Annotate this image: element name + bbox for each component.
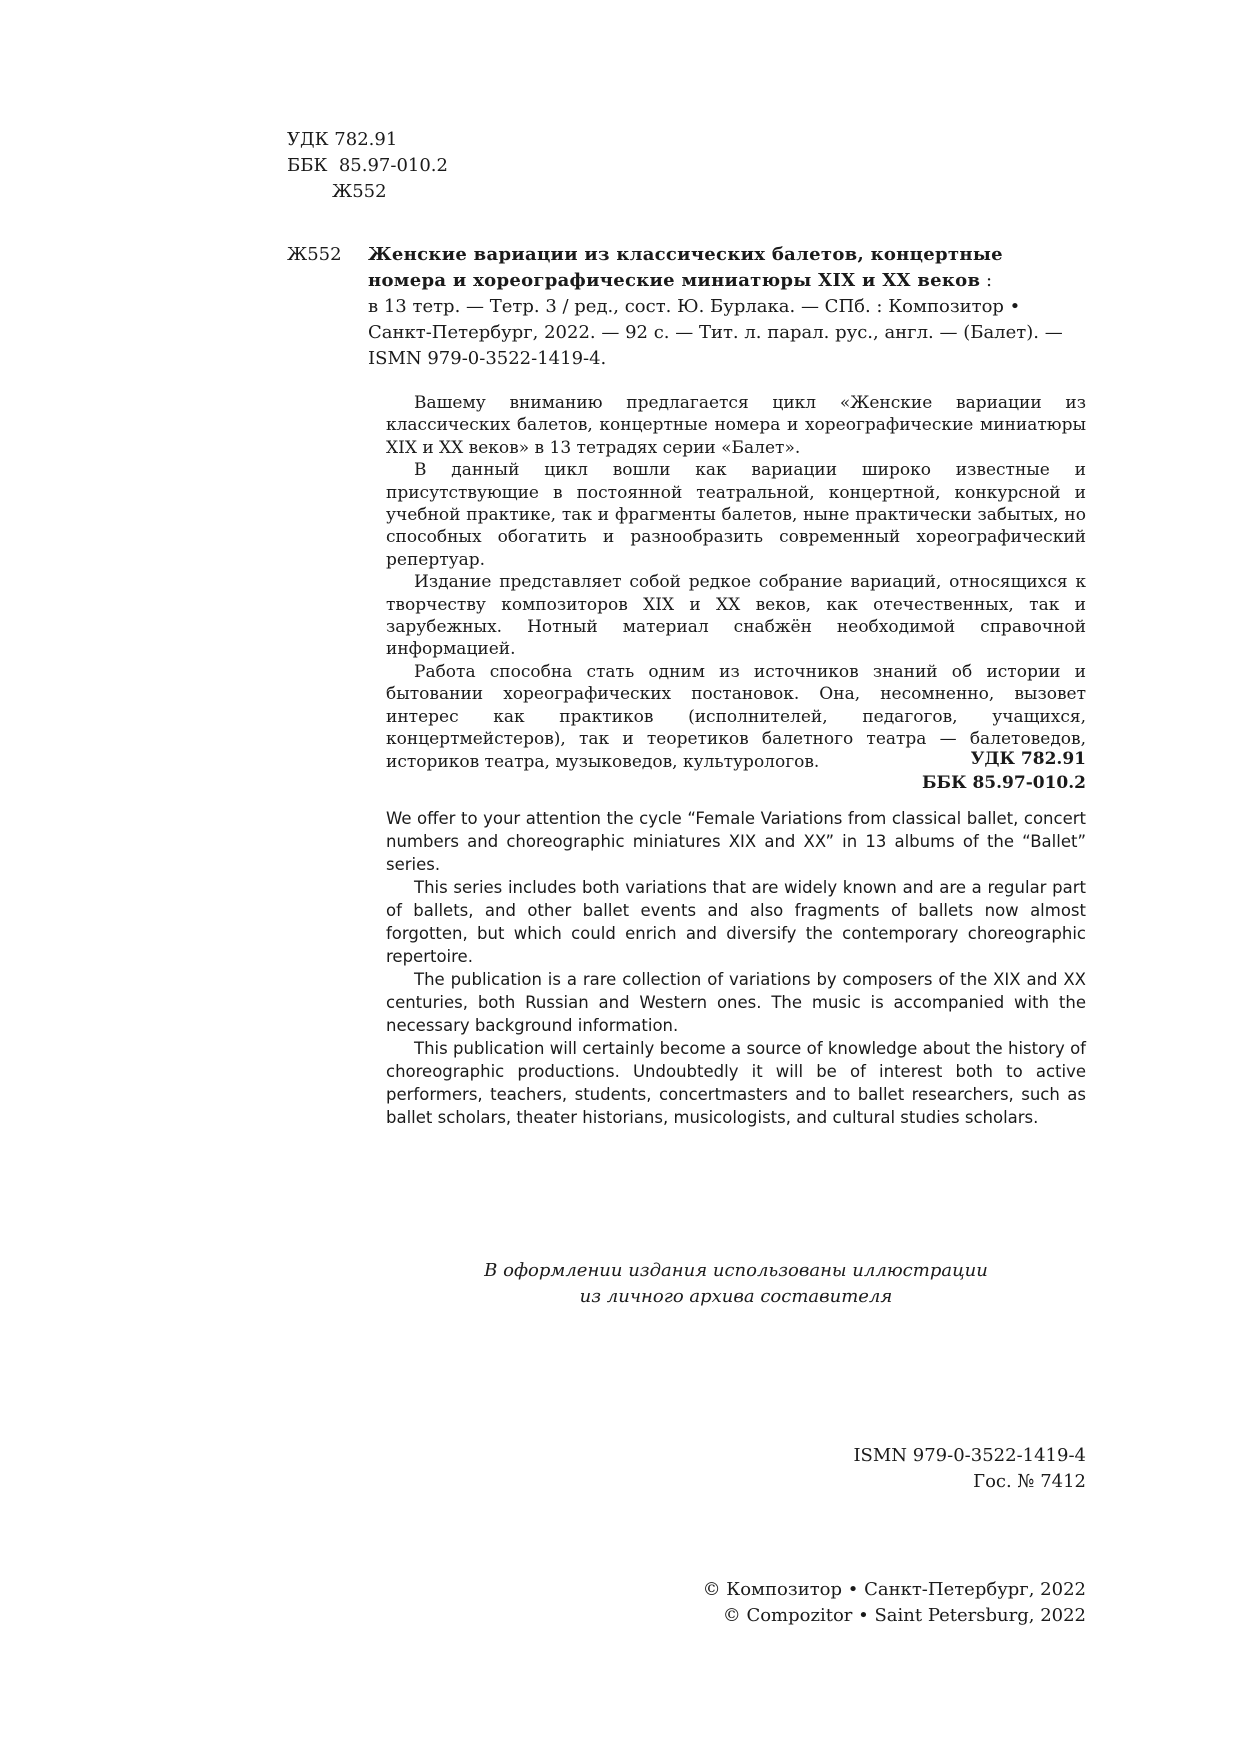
copyright-ru: © Композитор • Санкт-Петербург, 2022 (702, 1579, 1086, 1600)
bib-title-colon: : (980, 270, 993, 291)
annotation-russian (386, 392, 1086, 773)
copyright-block (600, 1577, 1086, 1629)
annotation-ru-paragraph: Вашему вниманию предлагается цикл «Женские вариации из классических балетов, концертные номера и хореографические миниатюры XIX и XX веков» в 13 тетрадях серии «Балет». (386, 393, 1086, 458)
bibliographic-record (287, 242, 1087, 372)
annotation-ru-paragraph: В данный цикл вошли как вариации широко известные и присутствующие в постоянной театральной, концертной, конкурсной и учебной практике, так и фрагменты балетов, ныне практически забытых, но способных обогатить и разнообразить современный хореографический репертуар. (386, 460, 1086, 570)
bbk-code: ББК 85.97-010.2 (287, 155, 448, 176)
bib-title (368, 242, 1087, 294)
udk-code: УДК 782.91 (287, 129, 398, 150)
annotation-english (386, 807, 1086, 1129)
illustrations-note-line-1: В оформлении издания использованы иллюстрации (484, 1260, 988, 1281)
gos-number: Гос. № 7412 (973, 1471, 1086, 1492)
bib-author-sign: Ж552 (287, 244, 342, 265)
annotation-en-paragraph: The publication is a rare collection of variations by composers of the XIX and XX centuries, both Russian and Western ones. The music is accompanied with the necessary background information. (386, 970, 1086, 1035)
ismn-number: ISMN 979-0-3522-1419-4 (853, 1445, 1086, 1466)
annotation-en-paragraph: This publication will certainly become a source of knowledge about the history of choreographic productions. Undoubtedly it will be of interest both to active performers, teachers, students, concertmasters and to ballet researchers, such as ballet scholars, theater historians, musicologists, and cultural studies scholars. (386, 1039, 1086, 1127)
annotation-en-paragraph: This series includes both variations that are widely known and are a regular part of ballets, and other ballet events and also fragments of ballets now almost forgotten, but which could enrich and diversify the contemporary choreographic repertoire. (386, 878, 1086, 966)
bib-title-line-2: номера и хореографические миниатюры XIX и XX веков (368, 270, 981, 291)
bib-title-line-1: Женские вариации из классических балетов, концертные (368, 244, 1003, 265)
identifiers-block (600, 1443, 1086, 1495)
bib-line-3: в 13 тетр. — Тетр. 3 / ред., сост. Ю. Бурлака. — СПб. : Композитор • (368, 296, 1021, 317)
annotation-en-paragraph: We offer to your attention the cycle “Female Variations from classical ballet, concert numbers and choreographic miniatures XIX and XX” in 13 albums of the “Ballet” series. (386, 809, 1086, 874)
classification-codes-right (600, 747, 1086, 795)
annotation-ru-paragraph: Работа способна стать одним из источников знаний об истории и бытовании хореографических постановок. Она, несомненно, вызовет интерес как практиков (исполнителей, педагогов, учащихся, концертмейстеров), так и теоретиков балетного театра — балетоведов, историков театра, музыковедов, культурологов. (386, 661, 1086, 772)
bib-line-5: ISMN 979-0-3522-1419-4. (368, 348, 607, 369)
author-sign: Ж552 (332, 181, 387, 202)
annotation-ru-paragraph: Издание представляет собой редкое собрание вариаций, относящихся к творчеству композиторов XIX и XX веков, как отечественных, так и зарубежных. Нотный материал снабжён необходимой справочной информацией. (386, 572, 1086, 660)
illustrations-note (386, 1258, 1086, 1310)
bib-line-4: Санкт-Петербург, 2022. — 92 с. — Тит. л. парал. рус., англ. — (Балет). — (368, 322, 1063, 343)
illustrations-note-line-2: из личного архива составителя (579, 1286, 893, 1307)
copyright-en: © Compozitor • Saint Petersburg, 2022 (722, 1605, 1086, 1626)
bbk-code-right: ББК 85.97-010.2 (922, 773, 1086, 793)
classification-block (287, 127, 448, 205)
udk-code-right: УДК 782.91 (970, 749, 1086, 769)
